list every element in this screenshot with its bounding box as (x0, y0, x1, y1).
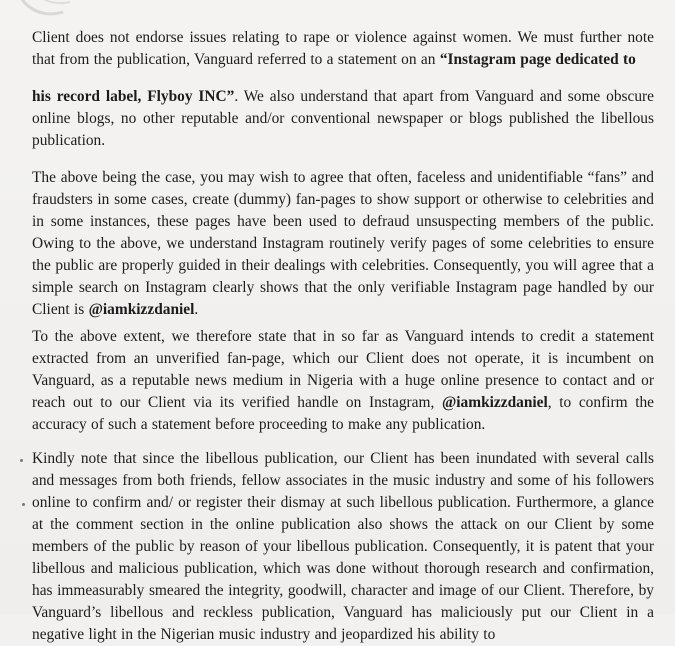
instagram-handle: @iamkizzdaniel (441, 394, 548, 411)
paragraph-end: , to confirm the accuracy of such a statement before proceeding to make any publication. (32, 394, 654, 433)
paragraph-text: To the above extent, we therefore state that in so far as Vanguard intends to credit a statement extracted from an unverified fan-page, which our Client does not operate, it is incumbent on Vanguard, as a reputable news medium in Nigeria with a huge online presence to contact and or reach out to our Client via its verified handle on Instagram, (32, 328, 654, 411)
paragraph-text: Kindly note that since the libellous publication, our Client has been inundated with several calls and messages from both friends, fellow associates in the music industry and some of his followers online to confirm and/ or register their dismay at such libellous publication. Furthermore, a glance at the comment section in the online publication also shows the attack on our Client by some members of the public by reason of your libellous publication. Consequently, it is patent that your libellous and malicious publication, which was done without thorough research and confirmation, has immeasurably smeared the integrity, goodwill, character and image of our Client. Therefore, by Vanguard’s libellous and reckless publication, Vanguard has maliciously put our Client in a negative light in the Nigerian music industry and jeopardized his ability to (32, 450, 654, 643)
quoted-phrase: “Instagram page dedicated to (439, 51, 636, 68)
paragraph-end: . (194, 301, 199, 318)
paragraph-damages (32, 448, 654, 646)
paragraph-text: . We also understand that apart from Vanguard and some obscure online blogs, no other reputable and/or conventional newspaper or blogs published the libellous publication. (32, 88, 654, 149)
paragraph-verification-duty (32, 326, 654, 436)
quoted-phrase-continued: his record label, Flyboy INC” (32, 88, 235, 105)
paragraph-instagram-statement (32, 27, 654, 71)
margin-mark-icon (20, 459, 23, 462)
paragraph-text: Client does not endorse issues relating to rape or violence against women. We must further note that from the publication, Vanguard referred to a statement on an (32, 29, 654, 68)
paragraph-text: The above being the case, you may wish to agree that often, faceless and unidentifiable “fans” and fraudsters in some cases, create (dummy) fan-pages to show support or otherwise to celebrities and in some instances, these pages have been used to defraud unsuspecting members of the public. Owing to the above, we understand Instagram routinely verify pages of some celebrities to ensure the public are properly guided in their dealings with celebrities. Consequently, you will agree that a simple search on Instagram clearly shows that the only verifiable Instagram page handled by our Client is (32, 169, 654, 318)
instagram-handle: @iamkizzdaniel (88, 301, 195, 318)
watermark-logo-icon (8, 0, 78, 22)
paragraph-fan-pages (32, 167, 654, 321)
paragraph-record-label (32, 86, 654, 152)
margin-mark-icon (22, 503, 25, 506)
